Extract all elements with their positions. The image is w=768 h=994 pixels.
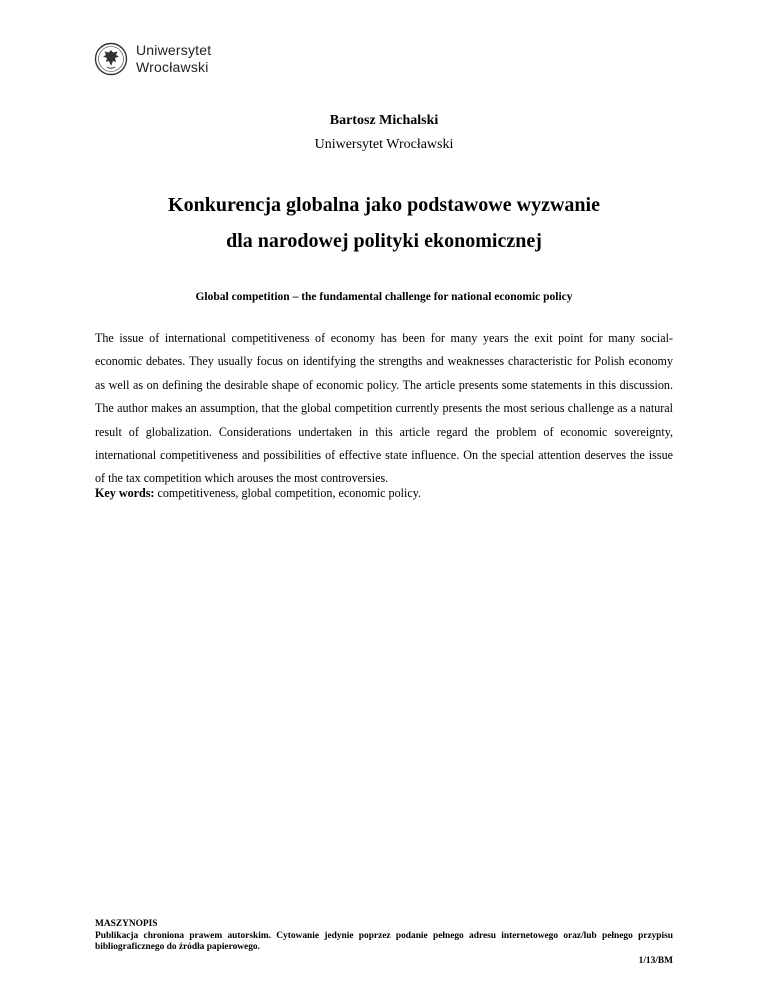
page-identifier: 1/13/BM [638, 955, 673, 966]
logo-line-2: Wrocławski [136, 59, 209, 75]
university-logo [94, 42, 211, 76]
paper-title [0, 187, 768, 259]
footer [95, 919, 673, 967]
footer-label: MASZYNOPIS [95, 919, 158, 929]
university-logo-wordmark [136, 42, 211, 76]
english-title: Global competition – the fundamental challenge for national economic policy [195, 291, 573, 303]
keywords-label: Key words: [95, 486, 155, 500]
copyright-notice: Publikacja chroniona prawem autorskim. Cytowanie jedynie poprzez podanie pełnego adresu internetowego oraz/lub pełnego przypisu bibliograficznego do źródła papierowego. [95, 930, 673, 952]
paper-title-line-2: dla narodowej polityki ekonomicznej [226, 230, 542, 252]
paper-title-line-1: Konkurencja globalna jako podstawowe wyzwanie [168, 194, 600, 216]
author-affiliation: Uniwersytet Wrocławski [314, 137, 454, 152]
keywords [95, 486, 673, 501]
logo-line-1: Uniwersytet [136, 42, 212, 58]
keywords-value: competitiveness, global competition, economic policy. [154, 486, 422, 500]
university-eagle-seal-icon [94, 42, 128, 76]
author-name: Bartosz Michalski [329, 113, 439, 128]
abstract-paragraph: The issue of international competitiveness of economy has been for many years the exit point for many social-economic debates. They usually focus on identifying the strengths and weaknesses characteristic for Polish economy as well as on defining the desirable shape of economic policy. The article presents some statements in this discussion. The author makes an assumption, that the global competition currently presents the most serious challenge as a natural result of globalization. Considerations undertaken in this article regard the problem of economic sovereignty, international competitiveness and possibilities of effective state influence. On the special attention deserves the issue of the tax competition which arouses the most controversies. [95, 331, 673, 486]
